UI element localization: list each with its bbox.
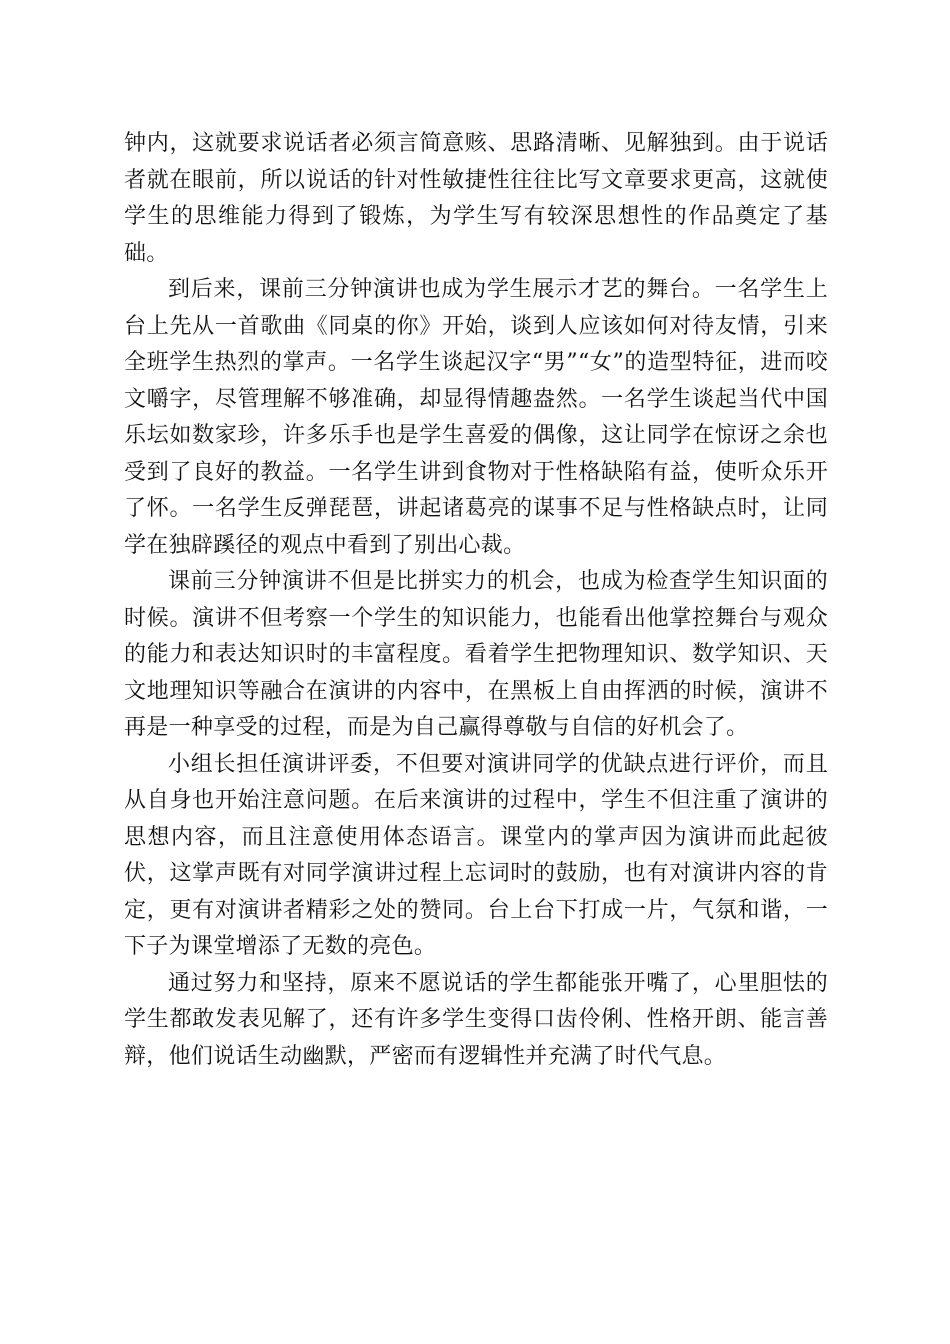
- paragraph-talent-stage: 到后来，课前三分钟演讲也成为学生展示才艺的舞台。一名学生上台上先从一首歌曲《同桌的你》开始，谈到人应该如何对待友情，引来全班学生热烈的掌声。一名学生谈起汉字“男”“女”的造型特征，进而咬文嚼字，尽管理解不够准确，却显得情趣盎然。一名学生谈起当代中国乐坛如数家珍，许多乐手也是学生喜爱的偶像，这让同学在惊讶之余也受到了良好的教益。一名学生讲到食物对于性格缺陷有益，使听众乐开了怀。一名学生反弹琵琶，讲起诸葛亮的谋事不足与性格缺点时，让同学在独辟蹊径的观点中看到了别出心裁。: [124, 277, 828, 558]
- document-body: [124, 126, 828, 1075]
- paragraph-group-judges: 小组长担任演讲评委，不但要对演讲同学的优缺点进行评价，而且从自身也开始注意问题。在后来演讲的过程中，学生不但注重了演讲的思想内容，而且注意使用体态语言。课堂内的掌声因为演讲而此起彼伏，这掌声既有对同学演讲过程上忘词时的鼓励，也有对演讲内容的肯定，更有对演讲者精彩之处的赞同。台上台下打成一片，气氛和谐，一下子为课堂增添了无数的亮色。: [124, 751, 828, 959]
- paragraph-continuation: 钟内，这就要求说话者必须言简意赅、思路清晰、见解独到。由于说话者就在眼前，所以说话的针对性敏捷性往往比写文章要求更高，这就使学生的思维能力得到了锻炼，为学生写有较深思想性的作品奠定了基础。: [124, 131, 828, 266]
- paragraph-knowledge-check: 课前三分钟演讲不但是比拼实力的机会，也成为检查学生知识面的时候。演讲不但考察一个学生的知识能力，也能看出他掌控舞台与观众的能力和表达知识时的丰富程度。看着学生把物理知识、数学知识、天文地理知识等融合在演讲的内容中，在黑板上自由挥洒的时候，演讲不再是一种享受的过程，而是为自己赢得尊敬与自信的好机会了。: [124, 569, 828, 740]
- paragraph-outcome: 通过努力和坚持，原来不愿说话的学生都能张开嘴了，心里胆怯的学生都敢发表见解了，还有许多学生变得口齿伶俐、性格开朗、能言善辩，他们说话生动幽默，严密而有逻辑性并充满了时代气息。: [124, 970, 828, 1069]
